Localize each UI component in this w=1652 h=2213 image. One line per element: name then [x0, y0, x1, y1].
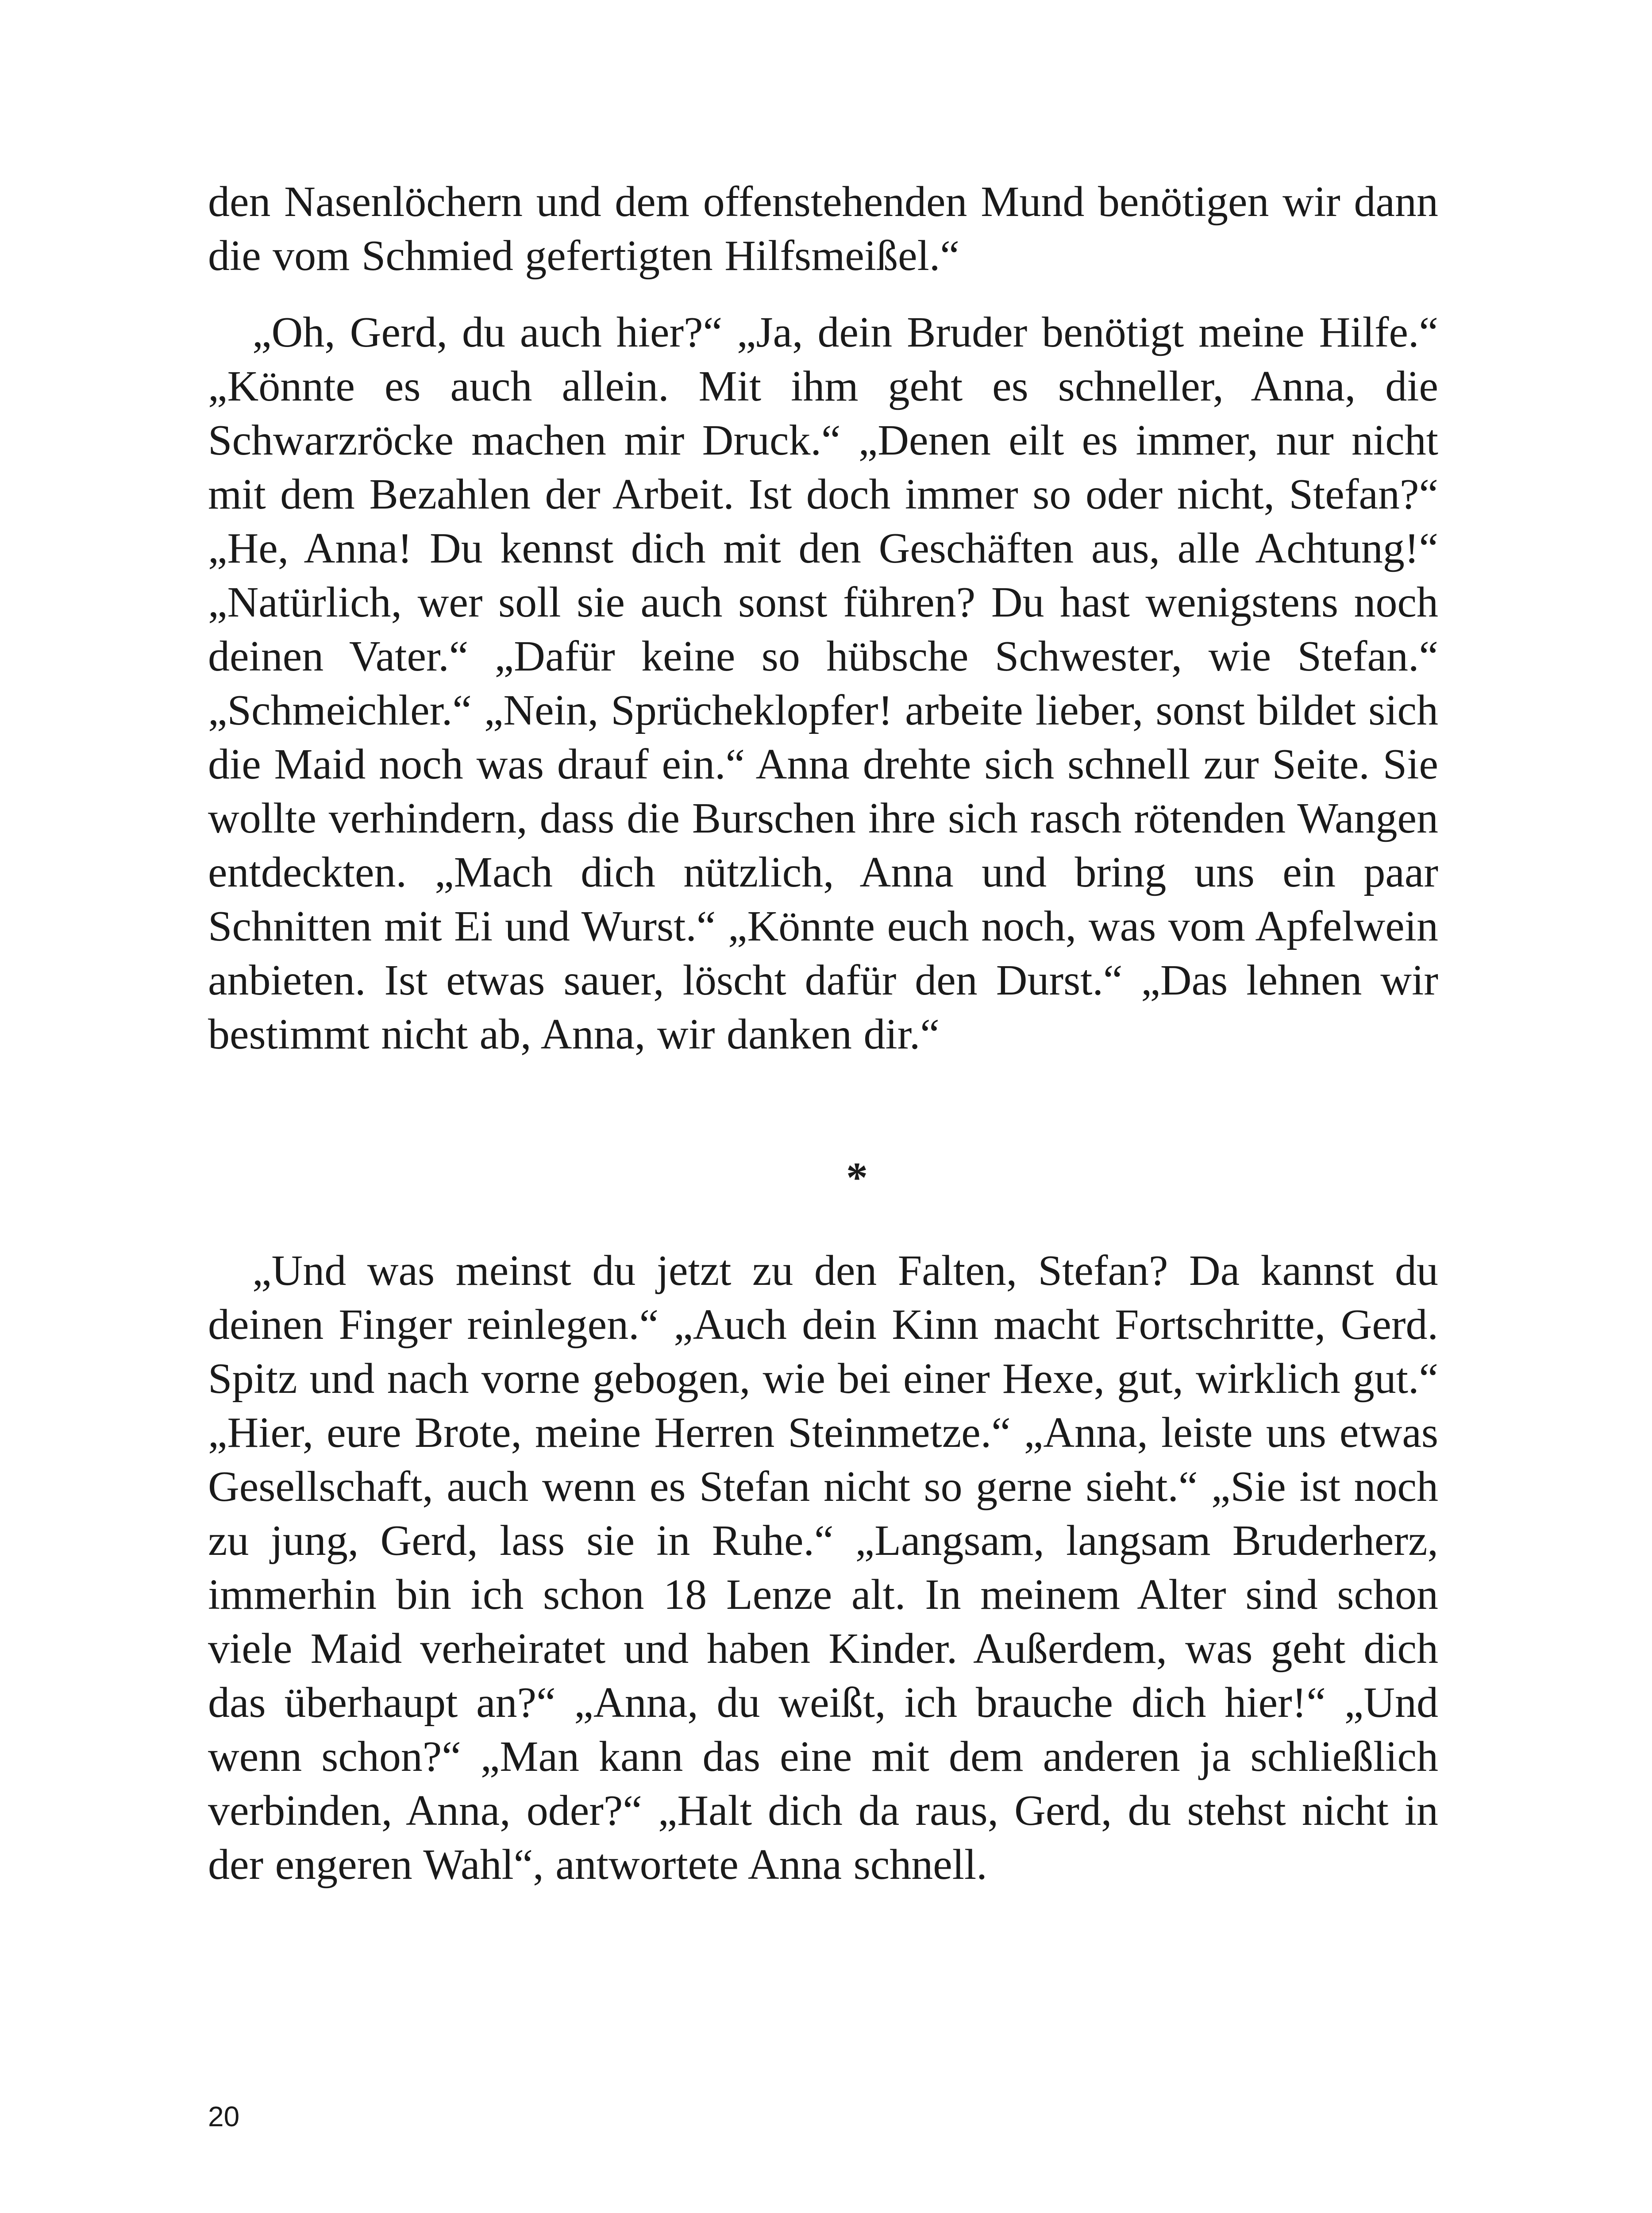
paragraph-continuation: den Nasenlöchern und dem offenstehenden Mund benötigen wir dann die vom Schmied gefertigten Hilfsmeißel.“ — [208, 178, 1438, 280]
page-number: 20 — [208, 2101, 240, 2132]
paragraph-dialogue-2: „Und was meinst du jetzt zu den Falten, Stefan? Da kannst du deinen Finger reinlegen.“ „Auch dein Kinn macht Fortschritte, Gerd. Spitz und nach vorne gebogen, wie bei einer Hexe, gut, wirklich gut.“ „Hier, eure Brote, meine Herren Steinmetze.“ „Anna, leiste uns etwas Gesellschaft, auch wenn es Stefan nicht so gerne sieht.“ „Sie ist noch zu jung, Gerd, lass sie in Ruhe.“ „Langsam, langsam Bruderherz, immerhin bin ich schon 18 Lenze alt. In meinem Alter sind schon viele Maid verheiratet und haben Kinder. Außerdem, was geht dich das überhaupt an?“ „Anna, du weißt, ich brauche dich hier!“ „Und wenn schon?“ „Man kann das eine mit dem anderen ja schließlich verbinden, Anna, oder?“ „Halt dich da raus, Gerd, du stehst nicht in der engeren Wahl“, antwortete Anna schnell. — [208, 1247, 1438, 1889]
section-separator: * — [846, 1154, 868, 1202]
paragraph-dialogue-1: „Oh, Gerd, du auch hier?“ „Ja, dein Bruder benötigt meine Hilfe.“ „Könnte es auch allein. Mit ihm geht es schneller, Anna, die Schwarzröcke machen mir Druck.“ „Denen eilt es immer, nur nicht mit dem Bezahlen der Arbeit. Ist doch immer so oder nicht, Stefan?“ „He, Anna! Du kennst dich mit den Geschäften aus, alle Achtung!“ „Natürlich, wer soll sie auch sonst führen? Du hast wenigstens noch deinen Vater.“ „Dafür keine so hübsche Schwester, wie Stefan.“ „Schmeichler.“ „Nein, Sprücheklopfer! arbeite lieber, sonst bildet sich die Maid noch was drauf ein.“ Anna drehte sich schnell zur Seite. Sie wollte verhindern, dass die Burschen ihre sich rasch rötenden Wangen entdeckten. „Mach dich nützlich, Anna und bring uns ein paar Schnitten mit Ei und Wurst.“ „Könnte euch noch, was vom Apfelwein anbieten. Ist etwas sauer, löscht dafür den Durst.“ „Das lehnen wir bestimmt nicht ab, Anna, wir danken dir.“ — [208, 308, 1438, 1058]
